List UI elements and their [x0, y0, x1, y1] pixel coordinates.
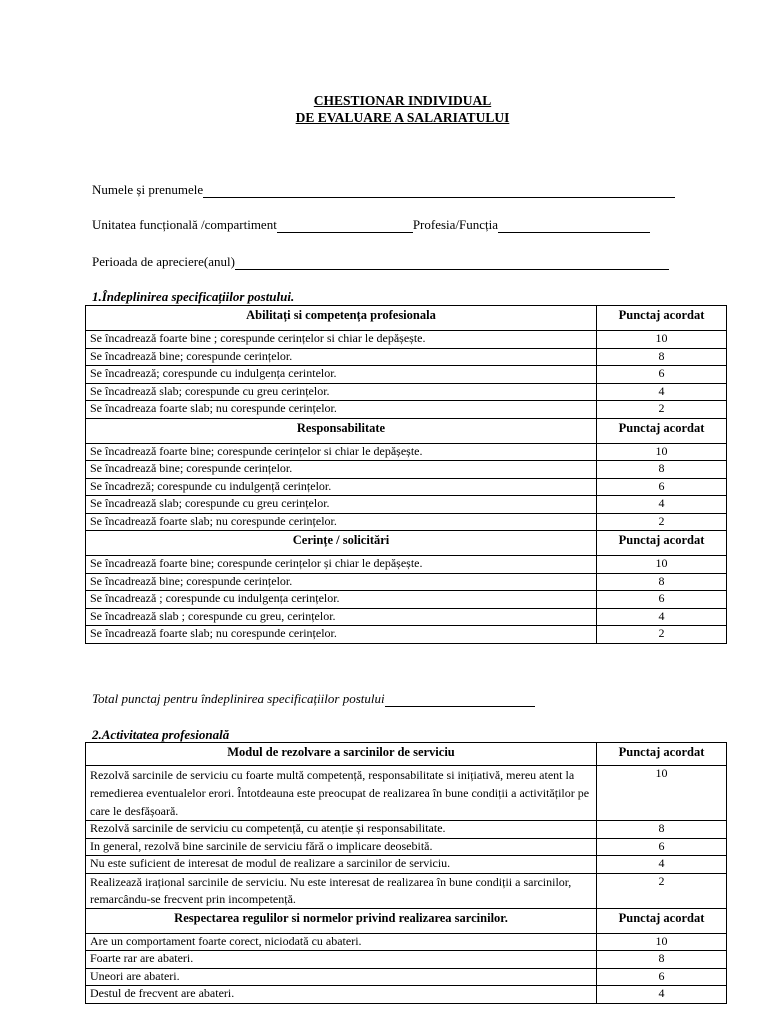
document-title-line1: CHESTIONAR INDIVIDUAL [313, 93, 492, 108]
criteria-cell: Se încadrează foarte bine ; corespunde cerințelor si chiar le depășește. [86, 331, 597, 349]
score-cell[interactable]: 6 [597, 838, 727, 856]
document-title-line2: DE EVALUARE A SALARIATULUI [295, 110, 510, 125]
criteria-header: Abilitați si competența profesionala [86, 306, 597, 331]
period-field [92, 254, 669, 270]
score-cell[interactable]: 4 [597, 496, 727, 514]
score-cell[interactable]: 10 [597, 331, 727, 349]
score-header: Punctaj acordat [597, 531, 727, 556]
criteria-cell: Nu este suficient de interesat de modul de realizare a sarcinilor de serviciu. [86, 856, 597, 874]
table-row [86, 873, 727, 908]
table-row [86, 766, 727, 821]
criteria-cell: Foarte rar are abateri. [86, 951, 597, 969]
table-row [86, 986, 727, 1004]
criteria-header: Respectarea regulilor si normelor privind realizarea sarcinilor. [86, 908, 597, 933]
table-header-row [86, 908, 727, 933]
criteria-cell: Rezolvă sarcinile de serviciu cu foarte multă competență, responsabilitate si inițiativă, mereu atent la remedierea eventualelor erori. Întotdeauna este preocupat de realizarea în bune condiții a activităților pe care le desfășoară. [86, 766, 597, 821]
table-row [86, 496, 727, 514]
table-row [86, 838, 727, 856]
table-header-row [86, 531, 727, 556]
score-cell[interactable]: 2 [597, 873, 727, 908]
table-row [86, 821, 727, 839]
table-header-row [86, 418, 727, 443]
criteria-cell: Se încadrează; corespunde cu indulgența cerintelor. [86, 366, 597, 384]
score-header: Punctaj acordat [597, 418, 727, 443]
criteria-cell: Se încadrează bine; corespunde cerințelor. [86, 573, 597, 591]
period-blank[interactable] [235, 257, 669, 270]
score-header: Punctaj acordat [597, 908, 727, 933]
score-cell[interactable]: 4 [597, 383, 727, 401]
table-row [86, 968, 727, 986]
criteria-cell: Se încadrează slab ; corespunde cu greu, cerințelor. [86, 608, 597, 626]
table-row [86, 461, 727, 479]
table-row [86, 478, 727, 496]
score-cell[interactable]: 8 [597, 951, 727, 969]
criteria-cell: Se încadreaza foarte slab; nu corespunde cerințelor. [86, 401, 597, 419]
table-row [86, 951, 727, 969]
score-cell[interactable]: 6 [597, 968, 727, 986]
criteria-cell: Se încadrează bine; corespunde cerințelor. [86, 461, 597, 479]
total-label: Total punctaj pentru îndeplinirea specificațiilor postului [92, 691, 385, 706]
score-cell[interactable]: 10 [597, 443, 727, 461]
score-cell[interactable]: 4 [597, 986, 727, 1004]
criteria-cell: Se încadreză; corespunde cu indulgență cerințelor. [86, 478, 597, 496]
score-cell[interactable]: 10 [597, 933, 727, 951]
table-row [86, 348, 727, 366]
name-field [92, 182, 675, 198]
table-row [86, 331, 727, 349]
section1-total [92, 691, 535, 707]
score-cell[interactable]: 8 [597, 573, 727, 591]
name-blank[interactable] [203, 185, 675, 198]
table-row [86, 401, 727, 419]
unit-blank[interactable] [277, 220, 413, 233]
criteria-cell: Se încadrează slab; corespunde cu greu cerințelor. [86, 383, 597, 401]
table-header-row [86, 306, 727, 331]
score-cell[interactable]: 2 [597, 401, 727, 419]
section2-title: 2.Activitatea profesională [92, 727, 230, 742]
section1-title: 1.Îndeplinirea specificațiilor postului. [92, 289, 295, 304]
criteria-cell: Se încadrează foarte bine; corespunde cerințelor și chiar le depășește. [86, 556, 597, 574]
criteria-cell: Se încadrează bine; corespunde cerințelor. [86, 348, 597, 366]
table-row [86, 513, 727, 531]
name-label: Numele și prenumele [92, 182, 204, 197]
section1-table [85, 305, 727, 644]
score-cell[interactable]: 10 [597, 556, 727, 574]
table-row [86, 556, 727, 574]
table-row [86, 626, 727, 644]
criteria-cell: Se încadrează foarte slab; nu corespunde cerințelor. [86, 513, 597, 531]
criteria-cell: Se încadrează foarte slab; nu corespunde cerințelor. [86, 626, 597, 644]
criteria-header: Responsabilitate [86, 418, 597, 443]
table-row [86, 443, 727, 461]
criteria-cell: Rezolvă sarcinile de serviciu cu competență, cu atenție și responsabilitate. [86, 821, 597, 839]
score-cell[interactable]: 2 [597, 513, 727, 531]
criteria-cell: Se încadrează foarte bine; corespunde cerințelor si chiar le depășește. [86, 443, 597, 461]
score-cell[interactable]: 6 [597, 591, 727, 609]
score-cell[interactable]: 4 [597, 856, 727, 874]
criteria-cell: In general, rezolvă bine sarcinile de serviciu fără o implicare deosebită. [86, 838, 597, 856]
table-row [86, 933, 727, 951]
criteria-cell: Destul de frecvent are abateri. [86, 986, 597, 1004]
criteria-cell: Realizează irațional sarcinile de serviciu. Nu este interesat de realizarea în bune condiții a sarcinilor, remarcându-se frecvent prin incompetență. [86, 873, 597, 908]
score-header: Punctaj acordat [597, 306, 727, 331]
unit-label: Unitatea funcțională /compartiment [92, 217, 277, 232]
table-row [86, 856, 727, 874]
score-cell[interactable]: 2 [597, 626, 727, 644]
score-cell[interactable]: 8 [597, 348, 727, 366]
score-cell[interactable]: 8 [597, 461, 727, 479]
criteria-cell: Se încadrează ; corespunde cu indulgența cerințelor. [86, 591, 597, 609]
score-header: Punctaj acordat [597, 743, 727, 766]
score-cell[interactable]: 8 [597, 821, 727, 839]
criteria-cell: Uneori are abateri. [86, 968, 597, 986]
profession-blank[interactable] [498, 220, 650, 233]
unit-field [92, 217, 650, 233]
table-row [86, 591, 727, 609]
period-label: Perioada de apreciere(anul) [92, 254, 235, 269]
table-header-row [86, 743, 727, 766]
section2-table [85, 742, 727, 1004]
score-cell[interactable]: 10 [597, 766, 727, 821]
score-cell[interactable]: 4 [597, 608, 727, 626]
profession-label: Profesia/Funcția [412, 217, 499, 232]
table-row [86, 608, 727, 626]
table-row [86, 366, 727, 384]
criteria-header: Cerințe / solicitări [86, 531, 597, 556]
criteria-header: Modul de rezolvare a sarcinilor de serviciu [86, 743, 597, 766]
score-cell[interactable]: 6 [597, 366, 727, 384]
score-cell[interactable]: 6 [597, 478, 727, 496]
table-row [86, 383, 727, 401]
criteria-cell: Se încadrează slab; corespunde cu greu cerințelor. [86, 496, 597, 514]
criteria-cell: Are un comportament foarte corect, niciodată cu abateri. [86, 933, 597, 951]
total-blank[interactable] [385, 694, 535, 707]
table-row [86, 573, 727, 591]
